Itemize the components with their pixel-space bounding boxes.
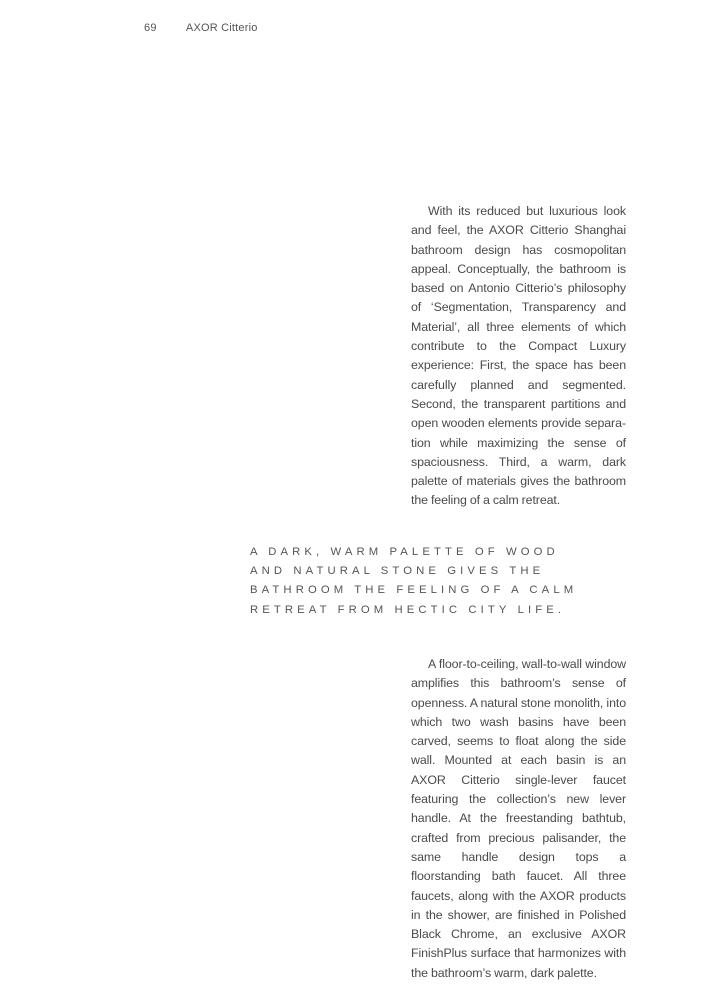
page-header — [144, 22, 258, 34]
pull-quote-line-2: AND NATURAL STONE GIVES THE — [250, 565, 545, 578]
pull-quote-line-1: A DARK, WARM PALETTE OF WOOD — [250, 546, 559, 558]
paragraph-text: A floor-to-ceiling, wall-to-wall window amplifies this bathroom’s sense of openness. A natural stone monolith, into which two wash basins have been carved, seems to float along the side wall. Mounted at each basin is an AXOR Citterio single-lever faucet featuring the collection’s new lever handle. At the freestanding bathtub, crafted from precious palisander, the same handle design tops a floorstanding bath faucet. All three faucets, along with the AXOR products in the shower, are finished in Polished Black Chrome, an exclusive AXOR FinishPlus surface that harmonizes with the bathroom’s warm, dark palette. — [411, 657, 626, 980]
pull-quote-line-3: BATHROOM THE FEELING OF A CALM — [250, 584, 578, 597]
paragraph-text: With its reduced but luxurious look and feel, the AXOR Citterio Shanghai bathroom design has cosmopolitan appeal. Conceptually, the bathroom is based on Antonio Citterio’s philosophy of ‘Segmentation, Transparency and Material’, all three elements of which contribute to the Compact Luxury experience: First, the space has been carefully planned and segmented. Second, the transparent partitions and open wooden elements provide separation while maximizing the sense of spaciousness. Third, a warm, dark palette of materials gives the bathroom the feeling of a calm retreat. — [411, 204, 626, 508]
pull-quote — [250, 543, 630, 620]
pull-quote-line-4: RETREAT FROM HECTIC CITY LIFE. — [250, 603, 566, 616]
body-paragraph-2 — [411, 655, 626, 983]
body-paragraph-1 — [411, 202, 626, 511]
page-number: 69 — [144, 22, 157, 34]
running-title: AXOR Citterio — [185, 22, 258, 34]
